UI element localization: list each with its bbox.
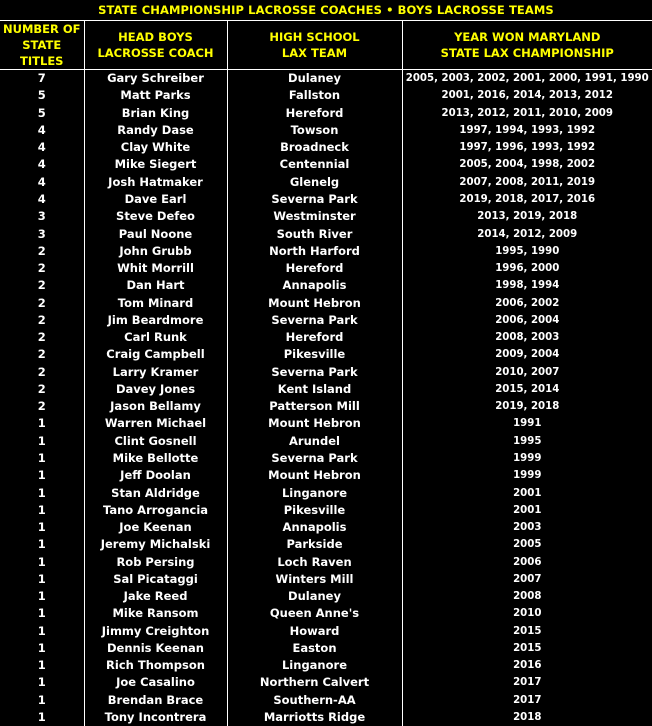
years-cell: 2013, 2019, 2018 <box>402 208 652 225</box>
coach-name-cell: Dan Hart <box>84 277 227 294</box>
years-cell: 2019, 2018, 2017, 2016 <box>402 191 652 208</box>
years-cell: 2006, 2004 <box>402 312 652 329</box>
coach-name-cell: Jeremy Michalski <box>84 536 227 553</box>
titles-count-cell: 7 <box>0 70 84 88</box>
table-row <box>0 225 652 242</box>
coach-name-cell: Tom Minard <box>84 294 227 311</box>
school-cell: Severna Park <box>227 450 402 467</box>
table-row <box>0 398 652 415</box>
years-cell: 2006 <box>402 553 652 570</box>
table-row <box>0 623 652 640</box>
school-cell: Easton <box>227 640 402 657</box>
coach-name-cell: Carl Runk <box>84 329 227 346</box>
titles-count-cell: 1 <box>0 623 84 640</box>
table-title: STATE CHAMPIONSHIP LACROSSE COACHES • BOYS LACROSSE TEAMS <box>0 0 652 21</box>
titles-count-cell: 2 <box>0 277 84 294</box>
titles-count-cell: 5 <box>0 105 84 122</box>
table-row <box>0 294 652 311</box>
table-row <box>0 381 652 398</box>
school-cell: Howard <box>227 623 402 640</box>
school-cell: Annapolis <box>227 277 402 294</box>
years-cell: 1995, 1990 <box>402 243 652 260</box>
titles-count-cell: 2 <box>0 329 84 346</box>
years-cell: 2015 <box>402 623 652 640</box>
table-row <box>0 709 652 726</box>
header-high-school: HIGH SCHOOL LAX TEAM <box>227 21 402 70</box>
school-cell: Kent Island <box>227 381 402 398</box>
titles-count-cell: 1 <box>0 692 84 709</box>
years-cell: 1999 <box>402 450 652 467</box>
titles-count-cell: 1 <box>0 502 84 519</box>
titles-count-cell: 1 <box>0 467 84 484</box>
coach-name-cell: Mike Bellotte <box>84 450 227 467</box>
coach-name-cell: Mike Siegert <box>84 156 227 173</box>
years-cell: 2017 <box>402 674 652 691</box>
titles-count-cell: 1 <box>0 450 84 467</box>
titles-count-cell: 1 <box>0 640 84 657</box>
titles-count-cell: 2 <box>0 294 84 311</box>
table-row <box>0 122 652 139</box>
header-number-of-titles: NUMBER OF STATE TITLES <box>0 21 84 70</box>
school-cell: Linganore <box>227 657 402 674</box>
years-cell: 2016 <box>402 657 652 674</box>
years-cell: 2008 <box>402 588 652 605</box>
table-row <box>0 519 652 536</box>
coach-name-cell: Larry Kramer <box>84 364 227 381</box>
coach-name-cell: Jimmy Creighton <box>84 623 227 640</box>
years-cell: 2001 <box>402 484 652 501</box>
table-row <box>0 605 652 622</box>
header-head-coach: HEAD BOYS LACROSSE COACH <box>84 21 227 70</box>
titles-count-cell: 4 <box>0 174 84 191</box>
years-cell: 2008, 2003 <box>402 329 652 346</box>
titles-count-cell: 1 <box>0 519 84 536</box>
table-row <box>0 571 652 588</box>
years-cell: 2009, 2004 <box>402 346 652 363</box>
titles-count-cell: 1 <box>0 536 84 553</box>
titles-count-cell: 4 <box>0 156 84 173</box>
school-cell: Severna Park <box>227 364 402 381</box>
table-row <box>0 450 652 467</box>
titles-count-cell: 4 <box>0 139 84 156</box>
titles-count-cell: 2 <box>0 346 84 363</box>
years-cell: 2007 <box>402 571 652 588</box>
coach-name-cell: Jake Reed <box>84 588 227 605</box>
table-row <box>0 208 652 225</box>
coach-name-cell: Rob Persing <box>84 553 227 570</box>
table-row <box>0 243 652 260</box>
coach-name-cell: Clay White <box>84 139 227 156</box>
coaches-table <box>0 21 652 726</box>
school-cell: Annapolis <box>227 519 402 536</box>
coach-name-cell: Jim Beardmore <box>84 312 227 329</box>
titles-count-cell: 1 <box>0 484 84 501</box>
titles-count-cell: 1 <box>0 674 84 691</box>
years-cell: 2015 <box>402 640 652 657</box>
table-row <box>0 588 652 605</box>
school-cell: Dulaney <box>227 588 402 605</box>
school-cell: Hereford <box>227 105 402 122</box>
school-cell: Centennial <box>227 156 402 173</box>
coach-name-cell: Warren Michael <box>84 415 227 432</box>
coach-name-cell: Mike Ransom <box>84 605 227 622</box>
years-cell: 2001 <box>402 502 652 519</box>
years-cell: 2003 <box>402 519 652 536</box>
table-row <box>0 260 652 277</box>
titles-count-cell: 1 <box>0 588 84 605</box>
school-cell: Towson <box>227 122 402 139</box>
years-cell: 2019, 2018 <box>402 398 652 415</box>
school-cell: Broadneck <box>227 139 402 156</box>
years-cell: 2006, 2002 <box>402 294 652 311</box>
coach-name-cell: Brendan Brace <box>84 692 227 709</box>
table-row <box>0 105 652 122</box>
coach-name-cell: Sal Picataggi <box>84 571 227 588</box>
years-cell: 1999 <box>402 467 652 484</box>
table-row <box>0 70 652 88</box>
table-row <box>0 156 652 173</box>
table-body <box>0 70 652 726</box>
years-cell: 2010 <box>402 605 652 622</box>
titles-count-cell: 1 <box>0 415 84 432</box>
school-cell: Parkside <box>227 536 402 553</box>
school-cell: Patterson Mill <box>227 398 402 415</box>
coach-name-cell: Joe Casalino <box>84 674 227 691</box>
years-cell: 2005 <box>402 536 652 553</box>
table-row <box>0 329 652 346</box>
school-cell: Mount Hebron <box>227 467 402 484</box>
school-cell: South River <box>227 225 402 242</box>
years-cell: 1991 <box>402 415 652 432</box>
years-cell: 1995 <box>402 433 652 450</box>
coach-name-cell: Craig Campbell <box>84 346 227 363</box>
school-cell: Westminster <box>227 208 402 225</box>
years-cell: 1996, 2000 <box>402 260 652 277</box>
coach-name-cell: Paul Noone <box>84 225 227 242</box>
coach-name-cell: Tano Arrogancia <box>84 502 227 519</box>
titles-count-cell: 1 <box>0 571 84 588</box>
school-cell: Loch Raven <box>227 553 402 570</box>
table-row <box>0 502 652 519</box>
titles-count-cell: 1 <box>0 605 84 622</box>
table-row <box>0 657 652 674</box>
table-row <box>0 692 652 709</box>
years-cell: 2015, 2014 <box>402 381 652 398</box>
years-cell: 2014, 2012, 2009 <box>402 225 652 242</box>
years-cell: 2001, 2016, 2014, 2013, 2012 <box>402 87 652 104</box>
coach-name-cell: Josh Hatmaker <box>84 174 227 191</box>
table-row <box>0 277 652 294</box>
school-cell: Winters Mill <box>227 571 402 588</box>
coach-name-cell: Matt Parks <box>84 87 227 104</box>
titles-count-cell: 4 <box>0 122 84 139</box>
table-row <box>0 87 652 104</box>
titles-count-cell: 1 <box>0 433 84 450</box>
years-cell: 2005, 2004, 1998, 2002 <box>402 156 652 173</box>
school-cell: Queen Anne's <box>227 605 402 622</box>
titles-count-cell: 5 <box>0 87 84 104</box>
table-row <box>0 640 652 657</box>
school-cell: Southern-AA <box>227 692 402 709</box>
table-row <box>0 484 652 501</box>
coach-name-cell: Whit Morrill <box>84 260 227 277</box>
table-row <box>0 553 652 570</box>
school-cell: Fallston <box>227 87 402 104</box>
titles-count-cell: 3 <box>0 208 84 225</box>
header-years-won: YEAR WON MARYLAND STATE LAX CHAMPIONSHIP <box>402 21 652 70</box>
titles-count-cell: 2 <box>0 398 84 415</box>
school-cell: Glenelg <box>227 174 402 191</box>
school-cell: Mount Hebron <box>227 294 402 311</box>
school-cell: Hereford <box>227 329 402 346</box>
years-cell: 2017 <box>402 692 652 709</box>
school-cell: Pikesville <box>227 502 402 519</box>
school-cell: Hereford <box>227 260 402 277</box>
coach-name-cell: Steve Defeo <box>84 208 227 225</box>
titles-count-cell: 2 <box>0 260 84 277</box>
coach-name-cell: Davey Jones <box>84 381 227 398</box>
school-cell: Northern Calvert <box>227 674 402 691</box>
coach-name-cell: Randy Dase <box>84 122 227 139</box>
table-row <box>0 674 652 691</box>
coach-name-cell: Tony Incontrera <box>84 709 227 726</box>
titles-count-cell: 2 <box>0 364 84 381</box>
years-cell: 2010, 2007 <box>402 364 652 381</box>
header-row <box>0 21 652 70</box>
school-cell: Linganore <box>227 484 402 501</box>
titles-count-cell: 1 <box>0 553 84 570</box>
titles-count-cell: 3 <box>0 225 84 242</box>
school-cell: Marriotts Ridge <box>227 709 402 726</box>
coach-name-cell: Rich Thompson <box>84 657 227 674</box>
titles-count-cell: 1 <box>0 657 84 674</box>
table-row <box>0 467 652 484</box>
school-cell: Severna Park <box>227 191 402 208</box>
table-row <box>0 364 652 381</box>
table-row <box>0 191 652 208</box>
coach-name-cell: Dennis Keenan <box>84 640 227 657</box>
coach-name-cell: Gary Schreiber <box>84 70 227 88</box>
titles-count-cell: 1 <box>0 709 84 726</box>
table-row <box>0 174 652 191</box>
school-cell: Dulaney <box>227 70 402 88</box>
table-row <box>0 433 652 450</box>
table-row <box>0 536 652 553</box>
coach-name-cell: Stan Aldridge <box>84 484 227 501</box>
titles-count-cell: 2 <box>0 312 84 329</box>
coach-name-cell: Joe Keenan <box>84 519 227 536</box>
titles-count-cell: 2 <box>0 381 84 398</box>
school-cell: Mount Hebron <box>227 415 402 432</box>
coach-name-cell: John Grubb <box>84 243 227 260</box>
school-cell: Arundel <box>227 433 402 450</box>
coach-name-cell: Clint Gosnell <box>84 433 227 450</box>
years-cell: 2013, 2012, 2011, 2010, 2009 <box>402 105 652 122</box>
titles-count-cell: 4 <box>0 191 84 208</box>
school-cell: Pikesville <box>227 346 402 363</box>
coach-name-cell: Jeff Doolan <box>84 467 227 484</box>
school-cell: Severna Park <box>227 312 402 329</box>
years-cell: 1997, 1996, 1993, 1992 <box>402 139 652 156</box>
years-cell: 2007, 2008, 2011, 2019 <box>402 174 652 191</box>
coach-name-cell: Jason Bellamy <box>84 398 227 415</box>
school-cell: North Harford <box>227 243 402 260</box>
titles-count-cell: 2 <box>0 243 84 260</box>
coach-name-cell: Brian King <box>84 105 227 122</box>
coach-name-cell: Dave Earl <box>84 191 227 208</box>
years-cell: 2005, 2003, 2002, 2001, 2000, 1991, 1990 <box>402 70 652 88</box>
table-row <box>0 415 652 432</box>
table-row <box>0 312 652 329</box>
years-cell: 2018 <box>402 709 652 726</box>
years-cell: 1998, 1994 <box>402 277 652 294</box>
years-cell: 1997, 1994, 1993, 1992 <box>402 122 652 139</box>
table-row <box>0 346 652 363</box>
table-row <box>0 139 652 156</box>
